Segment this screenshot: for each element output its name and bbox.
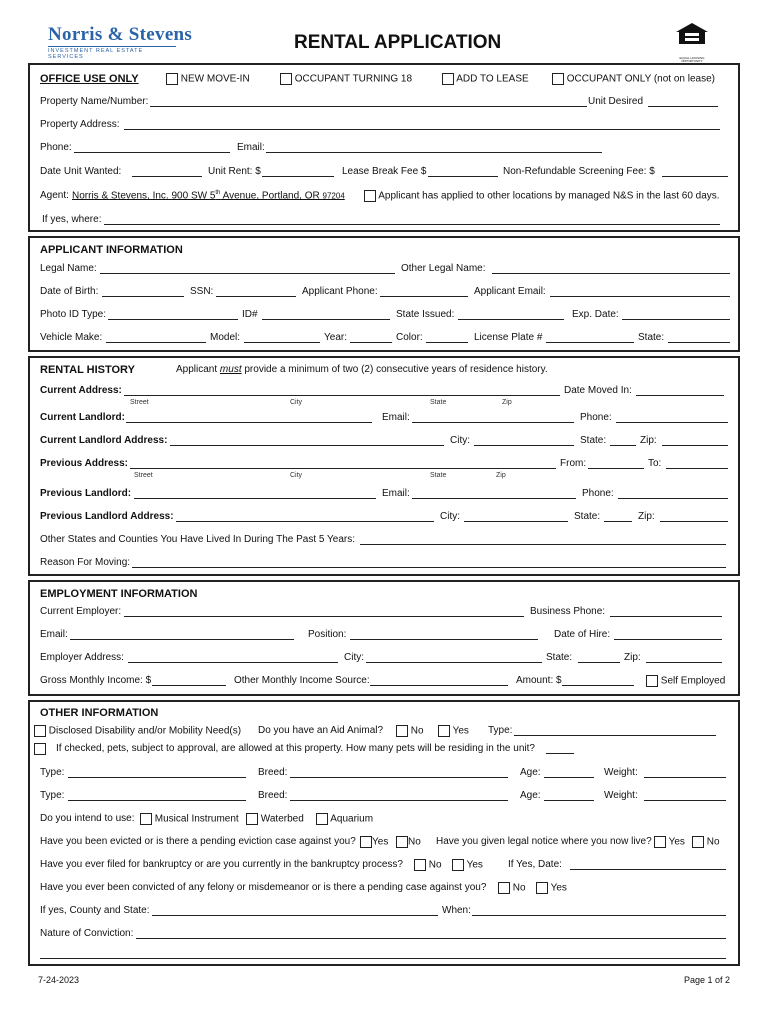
bankruptcy-question: Have you ever filed for bankruptcy or are you currently in the bankruptcy process? [40, 859, 403, 870]
add-to-lease-checkbox[interactable] [442, 73, 454, 85]
date-unit-wanted-field[interactable] [132, 166, 202, 177]
equal-housing-icon [674, 22, 710, 54]
page-title: RENTAL APPLICATION [294, 32, 502, 53]
date-moved-in-field[interactable] [636, 385, 724, 396]
id-number-field[interactable] [262, 309, 390, 320]
office-phone-field[interactable] [74, 142, 230, 153]
current-landlord-city-label: City: [450, 435, 470, 446]
office-email-field[interactable] [266, 142, 602, 153]
previous-landlord-phone-label: Phone: [582, 488, 614, 499]
add-to-lease-label: ADD TO LEASE [456, 73, 529, 85]
business-phone-label: Business Phone: [530, 606, 606, 617]
photo-id-type-label: Photo ID Type: [40, 309, 106, 320]
employer-city-field[interactable] [366, 652, 542, 663]
aid-animal-yes-checkbox[interactable] [438, 725, 450, 737]
other-states-label: Other States and Counties You Have Lived In During The Past 5 Years: [40, 534, 356, 545]
agent-value-b: Avenue, Portland, OR [220, 190, 323, 202]
current-landlord-phone-field[interactable] [616, 412, 728, 423]
unit-desired-label: Unit Desired [588, 96, 644, 107]
evicted-yes-checkbox[interactable] [360, 836, 372, 848]
current-landlord-address-field[interactable] [170, 435, 444, 446]
pet1-age-field[interactable] [544, 767, 594, 778]
agent-label: Agent: [40, 190, 69, 201]
if-yes-where-label: If yes, where: [42, 214, 102, 225]
pet1-breed-label: Breed: [258, 767, 288, 778]
previous-street-caption: Street [134, 472, 153, 479]
rental-history-section [28, 356, 740, 576]
notice-no-label: No [706, 836, 720, 848]
evicted-no-checkbox[interactable] [396, 836, 408, 848]
aid-animal-no-checkbox[interactable] [396, 725, 408, 737]
rental-history-heading: RENTAL HISTORY [40, 364, 135, 376]
dob-field[interactable] [102, 286, 184, 297]
position-label: Position: [308, 629, 347, 640]
current-landlord-phone-label: Phone: [580, 412, 612, 423]
pet2-age-field[interactable] [544, 790, 594, 801]
previous-landlord-phone-field[interactable] [618, 488, 728, 499]
reason-moving-field[interactable] [132, 557, 726, 568]
felony-no-label: No [512, 882, 526, 894]
new-move-in-label: NEW MOVE-IN [180, 73, 250, 85]
date-of-hire-label: Date of Hire: [554, 629, 611, 640]
position-field[interactable] [350, 629, 538, 640]
employer-zip-label: Zip: [624, 652, 641, 663]
pet2-age-label: Age: [520, 790, 541, 801]
business-phone-field[interactable] [610, 606, 722, 617]
felony-question: Have you ever been convicted of any felony or misdemeanor or is there a pending case against you? [40, 882, 487, 893]
felony-no-checkbox[interactable] [498, 882, 510, 894]
current-city-caption: City [290, 399, 303, 406]
employer-state-field[interactable] [578, 652, 620, 663]
bankruptcy-date-field[interactable] [570, 859, 726, 870]
bankruptcy-date-label: If Yes, Date: [508, 859, 562, 870]
agent-value-sup: th [215, 190, 221, 196]
office-phone-label: Phone: [40, 142, 72, 153]
previous-from-label: From: [560, 458, 587, 469]
employer-state-label: State: [546, 652, 573, 663]
property-name-label: Property Name/Number: [40, 96, 149, 107]
pet2-breed-label: Breed: [258, 790, 288, 801]
previous-to-field[interactable] [666, 458, 728, 469]
applicant-email-label: Applicant Email: [474, 286, 546, 297]
legal-name-label: Legal Name: [40, 263, 97, 274]
previous-city-caption: City [290, 472, 303, 479]
current-state-caption: State [430, 399, 447, 406]
footer-date: 7-24-2023 [38, 975, 80, 985]
id-number-label: ID# [242, 309, 258, 320]
lease-break-fee-field[interactable] [428, 166, 498, 177]
gross-income-field[interactable] [152, 675, 226, 686]
bankruptcy-no-checkbox[interactable] [414, 859, 426, 871]
new-move-in-checkbox[interactable] [166, 73, 178, 85]
employer-address-label: Employer Address: [40, 652, 124, 663]
aid-animal-type-label: Type: [488, 725, 513, 736]
occupant-only-label: OCCUPANT ONLY (not on lease) [566, 73, 715, 85]
employer-city-label: City: [344, 652, 364, 663]
current-zip-caption: Zip [502, 399, 512, 406]
pet2-weight-label: Weight: [604, 790, 638, 801]
gross-income-label: Gross Monthly Income: $ [40, 675, 152, 686]
applied-other-checkbox[interactable] [364, 190, 376, 202]
ssn-label: SSN: [190, 286, 214, 297]
pet2-breed-field[interactable] [290, 790, 508, 801]
unit-rent-field[interactable] [262, 166, 334, 177]
bankruptcy-yes-checkbox[interactable] [452, 859, 464, 871]
other-income-label: Other Monthly Income Source: [234, 675, 370, 686]
date-unit-wanted-label: Date Unit Wanted: [40, 166, 122, 177]
previous-landlord-email-field[interactable] [412, 488, 576, 499]
other-information-heading: OTHER INFORMATION [40, 707, 159, 719]
vehicle-state-field[interactable] [668, 332, 730, 343]
nature-conviction-field[interactable] [136, 928, 726, 939]
pets-count-field[interactable] [546, 743, 574, 754]
screening-fee-field[interactable] [662, 166, 728, 177]
screening-fee-label: Non-Refundable Screening Fee: $ [503, 166, 655, 177]
employer-email-field[interactable] [70, 629, 294, 640]
logo-tagline: INVESTMENT REAL ESTATE SERVICES [48, 46, 176, 60]
previous-landlord-label: Previous Landlord: [40, 488, 132, 499]
evicted-yes-label: Yes [372, 836, 389, 848]
notice-yes-label: Yes [668, 836, 685, 848]
if-yes-where-field[interactable] [104, 214, 720, 225]
applicant-email-field[interactable] [550, 286, 730, 297]
rental-note-b: provide a minimum of two (2) consecutive years of residence history. [241, 364, 548, 375]
previous-address-field[interactable] [130, 458, 556, 469]
previous-landlord-address-field[interactable] [176, 511, 434, 522]
company-logo [48, 24, 208, 60]
vehicle-make-label: Vehicle Make: [40, 332, 103, 343]
applicant-heading: APPLICANT INFORMATION [40, 244, 183, 256]
current-landlord-email-label: Email: [382, 412, 410, 423]
license-plate-label: License Plate # [474, 332, 543, 343]
property-address-field[interactable] [124, 119, 720, 130]
previous-to-label: To: [648, 458, 662, 469]
pet2-type-label: Type: [40, 790, 65, 801]
equal-housing-text: EQUAL HOUSING OPPORTUNITY [679, 57, 705, 63]
conviction-when-label: When: [442, 905, 471, 916]
intend-to-use-label: Do you intend to use: [40, 813, 135, 824]
applicant-section [28, 236, 740, 352]
current-landlord-address-label: Current Landlord Address: [40, 435, 168, 446]
aid-animal-type-field[interactable] [514, 725, 716, 736]
office-use-heading: OFFICE USE ONLY [40, 73, 139, 85]
vehicle-year-label: Year: [324, 332, 347, 343]
previous-landlord-state-label: State: [574, 511, 601, 522]
other-legal-name-field[interactable] [492, 263, 730, 274]
disclosed-disability-label: Disclosed Disability and/or Mobility Need(s) [48, 725, 242, 737]
conviction-when-field[interactable] [472, 905, 726, 916]
footer-page-number: Page 1 of 2 [684, 975, 731, 985]
employer-zip-field[interactable] [646, 652, 722, 663]
date-of-hire-field[interactable] [614, 629, 722, 640]
county-state-field[interactable] [152, 905, 438, 916]
pets-note: If checked, pets, subject to approval, are allowed at this property. How many pets will be residing in the unit? [56, 743, 535, 754]
amount-label: Amount: $ [516, 675, 562, 686]
current-landlord-label: Current Landlord: [40, 412, 125, 423]
waterbed-checkbox[interactable] [246, 813, 258, 825]
lease-break-fee-label: Lease Break Fee $ [342, 166, 427, 177]
self-employed-checkbox[interactable] [646, 675, 658, 687]
disclosed-disability-checkbox[interactable] [34, 725, 46, 737]
current-landlord-city-field[interactable] [474, 435, 574, 446]
employer-address-field[interactable] [128, 652, 338, 663]
previous-address-label: Previous Address: [40, 458, 128, 469]
amount-field[interactable] [562, 675, 634, 686]
pet2-type-field[interactable] [68, 790, 246, 801]
agent-value [72, 190, 345, 201]
current-landlord-state-field[interactable] [610, 435, 636, 446]
state-issued-label: State Issued: [396, 309, 455, 320]
current-address-field[interactable] [124, 385, 560, 396]
current-street-caption: Street [130, 399, 149, 406]
office-use-section [28, 63, 740, 232]
aid-animal-no-label: No [410, 725, 424, 737]
vehicle-year-field[interactable] [350, 332, 392, 343]
pet1-age-label: Age: [520, 767, 541, 778]
vehicle-color-field[interactable] [426, 332, 468, 343]
previous-from-field[interactable] [588, 458, 644, 469]
exp-date-field[interactable] [622, 309, 730, 320]
vehicle-color-label: Color: [396, 332, 423, 343]
current-employer-label: Current Employer: [40, 606, 122, 617]
rental-history-note [176, 364, 548, 375]
state-issued-field[interactable] [458, 309, 564, 320]
previous-landlord-field[interactable] [134, 488, 376, 499]
rental-note-must: must [219, 364, 242, 375]
previous-landlord-zip-field[interactable] [660, 511, 728, 522]
vehicle-state-label: State: [638, 332, 665, 343]
pet1-weight-label: Weight: [604, 767, 638, 778]
license-plate-field[interactable] [546, 332, 634, 343]
nature-conviction-field-line2[interactable] [40, 948, 726, 959]
applicant-phone-label: Applicant Phone: [302, 286, 378, 297]
pet1-breed-field[interactable] [290, 767, 508, 778]
applied-other-label: Applicant has applied to other locations by managed N&S in the last 60 days. [378, 190, 720, 202]
unit-desired-field[interactable] [648, 96, 718, 107]
previous-landlord-email-label: Email: [382, 488, 410, 499]
ssn-field[interactable] [216, 286, 296, 297]
previous-landlord-address-label: Previous Landlord Address: [40, 511, 174, 522]
employer-email-label: Email: [40, 629, 68, 640]
unit-rent-label: Unit Rent: $ [208, 166, 261, 177]
property-name-field[interactable] [150, 96, 587, 107]
notice-yes-checkbox[interactable] [654, 836, 666, 848]
current-employer-field[interactable] [124, 606, 524, 617]
aquarium-checkbox[interactable] [316, 813, 328, 825]
notice-no-checkbox[interactable] [692, 836, 704, 848]
aquarium-label: Aquarium [330, 813, 374, 825]
reason-moving-label: Reason For Moving: [40, 557, 131, 568]
current-landlord-state-label: State: [580, 435, 607, 446]
felony-yes-label: Yes [550, 882, 567, 894]
felony-yes-checkbox[interactable] [536, 882, 548, 894]
office-email-label: Email: [237, 142, 265, 153]
previous-landlord-city-field[interactable] [464, 511, 568, 522]
other-legal-name-label: Other Legal Name: [401, 263, 486, 274]
current-landlord-zip-field[interactable] [662, 435, 728, 446]
rental-note-a: Applicant [176, 364, 220, 375]
photo-id-type-field[interactable] [108, 309, 238, 320]
waterbed-label: Waterbed [260, 813, 304, 825]
other-income-field[interactable] [370, 675, 508, 686]
exp-date-label: Exp. Date: [572, 309, 619, 320]
agent-value-a: Norris & Stevens, Inc. 900 SW 5 [72, 190, 216, 202]
other-information-section [28, 700, 740, 966]
occupant-turning-18-label: OCCUPANT TURNING 18 [294, 73, 413, 85]
equal-housing-logo [674, 22, 710, 63]
current-landlord-field[interactable] [126, 412, 372, 423]
dob-label: Date of Birth: [40, 286, 99, 297]
employment-section [28, 580, 740, 696]
previous-state-caption: State [430, 472, 447, 479]
pet1-weight-field[interactable] [644, 767, 726, 778]
other-states-field[interactable] [360, 534, 726, 545]
legal-name-field[interactable] [100, 263, 395, 274]
vehicle-make-field[interactable] [106, 332, 206, 343]
legal-notice-question: Have you given legal notice where you now live? [436, 836, 652, 847]
bankruptcy-yes-label: Yes [466, 859, 483, 871]
aid-animal-question: Do you have an Aid Animal? [258, 725, 384, 736]
bankruptcy-no-label: No [428, 859, 442, 871]
aid-animal-yes-label: Yes [452, 725, 469, 737]
previous-landlord-zip-label: Zip: [638, 511, 655, 522]
pet2-weight-field[interactable] [644, 790, 726, 801]
county-state-label: If yes, County and State: [40, 905, 150, 916]
musical-instrument-label: Musical Instrument [154, 813, 239, 825]
evicted-question: Have you been evicted or is there a pending eviction case against you? [40, 836, 356, 847]
nature-conviction-label: Nature of Conviction: [40, 928, 134, 939]
pet1-type-label: Type: [40, 767, 65, 778]
pets-allowed-checkbox[interactable] [34, 743, 46, 755]
previous-zip-caption: Zip [496, 472, 506, 479]
current-landlord-email-field[interactable] [412, 412, 574, 423]
musical-instrument-checkbox[interactable] [140, 813, 152, 825]
self-employed-label: Self Employed [660, 675, 726, 687]
occupant-only-checkbox[interactable] [552, 73, 564, 85]
date-moved-in-label: Date Moved In: [564, 385, 632, 396]
current-landlord-zip-label: Zip: [640, 435, 657, 446]
current-address-label: Current Address: [40, 385, 122, 396]
previous-landlord-city-label: City: [440, 511, 460, 522]
applicant-phone-field[interactable] [380, 286, 468, 297]
logo-name: Norris & Stevens [48, 24, 193, 45]
vehicle-model-label: Model: [210, 332, 241, 343]
evicted-no-label: No [408, 836, 421, 848]
occupant-turning-18-checkbox[interactable] [280, 73, 292, 85]
agent-zip: 97204 [322, 191, 345, 201]
pet1-type-field[interactable] [68, 767, 246, 778]
previous-landlord-state-field[interactable] [604, 511, 632, 522]
vehicle-model-field[interactable] [244, 332, 320, 343]
property-address-label: Property Address: [40, 119, 120, 130]
employment-heading: EMPLOYMENT INFORMATION [40, 588, 198, 600]
